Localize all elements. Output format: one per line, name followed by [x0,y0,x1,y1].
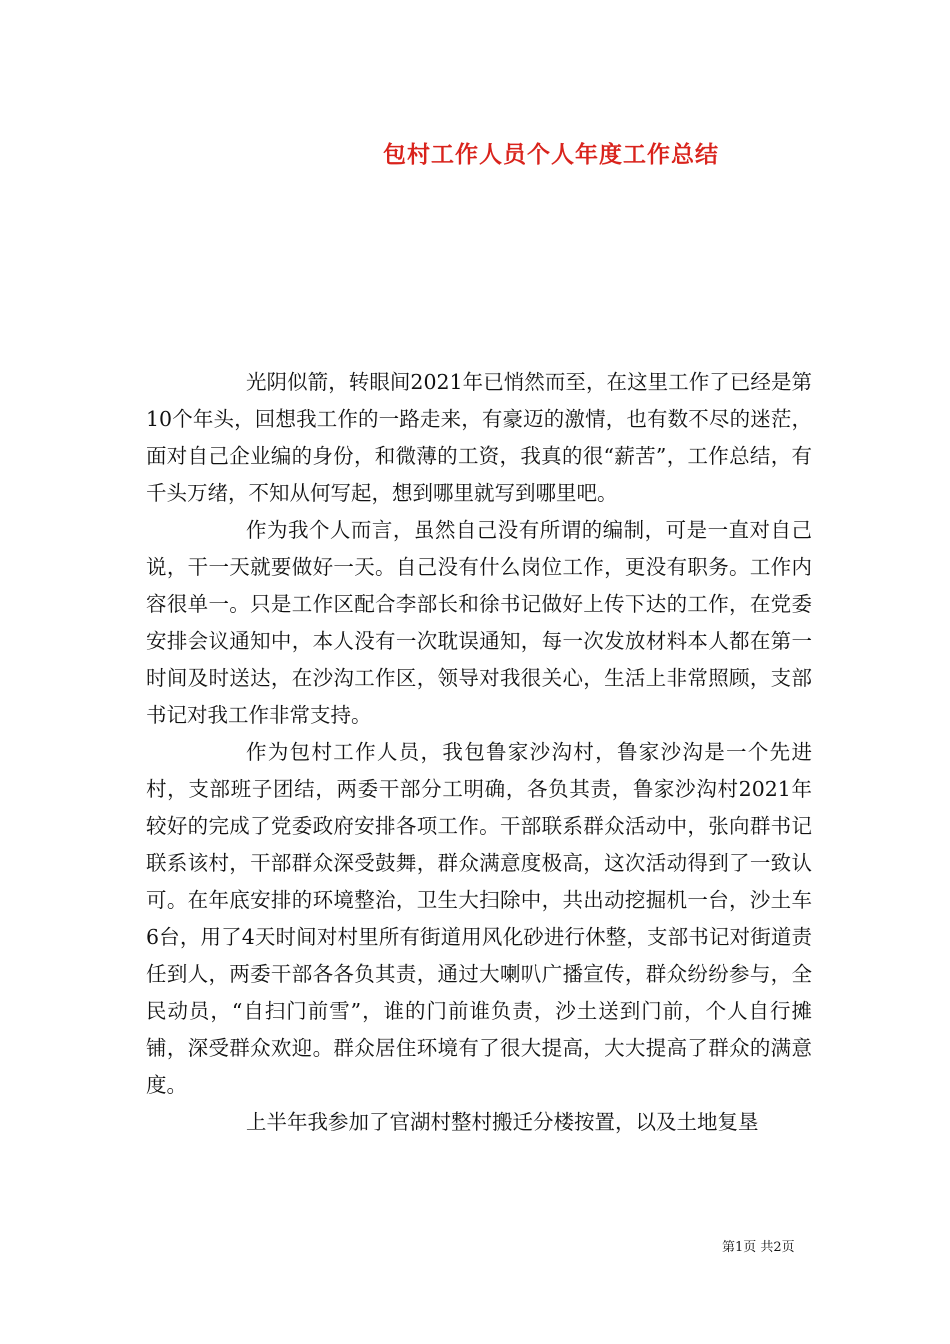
document-body [146,364,812,1141]
paragraph-1: 光阴似箭，转眼间2021年已悄然而至，在这里工作了已经是第10个年头，回想我工作的一路走来，有豪迈的激情，也有数不尽的迷茫，面对自己企业编的身份，和微薄的工资，我真的很“薪苦”，工作总结，有千头万绪，不知从何写起，想到哪里就写到哪里吧。 [146,370,812,505]
paragraph-3: 作为包村工作人员，我包鲁家沙沟村，鲁家沙沟是一个先进村，支部班子团结，两委干部分工明确，各负其责，鲁家沙沟村2021年较好的完成了党委政府安排各项工作。干部联系群众活动中，张向群书记联系该村，干部群众深受鼓舞，群众满意度极高，这次活动得到了一致认可。在年底安排的环境整治，卫生大扫除中，共出动挖掘机一台，沙土车6台，用了4天时间对村里所有街道用风化砂进行休整，支部书记对街道责任到人，两委干部各各负其责，通过大喇叭广播宣传，群众纷纷参与，全民动员，“自扫门前雪”，谁的门前谁负责，沙土送到门前，个人自行摊铺，深受群众欢迎。群众居住环境有了很大提高，大大提高了群众的满意度。 [146,740,812,1097]
paragraph-4: 上半年我参加了官湖村整村搬迁分楼按置，以及土地复垦 [246,1110,759,1134]
document-title: 包村工作人员个人年度工作总结 [383,141,719,168]
paragraph-2: 作为我个人而言，虽然自己没有所谓的编制，可是一直对自己说，干一天就要做好一天。自己没有什么岗位工作，更没有职务。工作内容很单一。只是工作区配合李部长和徐书记做好上传下达的工作，在党委安排会议通知中，本人没有一次耽误通知，每一次发放材料本人都在第一时间及时送达，在沙沟工作区，领导对我很关心，生活上非常照顾，支部书记对我工作非常支持。 [146,518,812,727]
page-number: 第1页 共2页 [722,1240,795,1255]
